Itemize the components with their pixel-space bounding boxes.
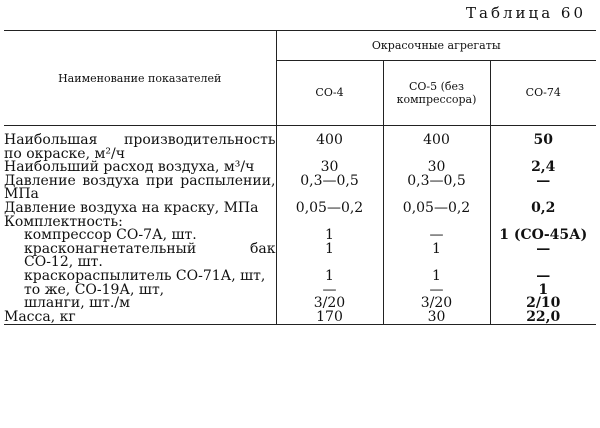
row-value: 1: [383, 270, 490, 284]
row-label: шланги, шт./м: [4, 297, 276, 311]
table-row: [4, 297, 596, 311]
table-row: [4, 126, 596, 162]
row-value: —: [383, 229, 490, 243]
model-header-so-5: СО-5 (без компрессора): [383, 60, 490, 125]
row-value: —: [536, 172, 551, 189]
row-value: 0,2: [531, 199, 556, 216]
row-label: Давление воздуха при распылении, МПа: [4, 172, 276, 203]
row-label: Наибольший расход воздуха, м³/ч: [4, 161, 276, 175]
table-row: [4, 243, 596, 270]
row-value: —: [276, 284, 383, 298]
row-value: —: [383, 284, 490, 298]
row-value: 3/20: [383, 297, 490, 311]
row-value: 0,3—0,5: [383, 175, 490, 202]
row-value: 0,3—0,5: [276, 175, 383, 202]
row-label: Давление воздуха на краску, МПа: [4, 202, 276, 216]
table-row: [4, 175, 596, 202]
row-value: —: [536, 267, 551, 284]
units-group-header: Окрасочные агрегаты: [276, 31, 596, 61]
table-caption: Таблица 60: [466, 4, 586, 22]
row-value: 1: [383, 243, 490, 270]
model-header-so-4: СО-4: [276, 60, 383, 125]
row-label: Масса, кг: [4, 311, 276, 325]
row-label: краскораспылитель СО-71А, шт,: [4, 270, 276, 284]
row-value: 30: [383, 161, 490, 175]
row-label: то же, СО-19А, шт,: [4, 284, 276, 298]
specification-table: [4, 30, 596, 325]
table-row: [4, 311, 596, 325]
row-value: 2/10: [526, 295, 561, 312]
row-label: красконагнетательный бак СО-12, шт.: [4, 243, 276, 270]
model-header-so-74: СО-74: [490, 60, 596, 125]
row-value: 1: [276, 270, 383, 284]
row-value: 1: [538, 281, 549, 298]
row-value: 3/20: [276, 297, 383, 311]
row-value: 2,4: [531, 159, 556, 176]
row-value: 50: [533, 132, 553, 148]
row-value: 1: [276, 229, 383, 243]
row-label: компрессор СО-7А, шт.: [4, 229, 276, 243]
row-value: 1: [276, 243, 383, 270]
row-value: —: [536, 240, 551, 257]
row-value: 400: [276, 126, 383, 162]
row-value: 30: [276, 161, 383, 175]
row-label: Наибольшая производительность по окраске, м²/ч: [4, 126, 276, 162]
row-label: Комплектность:: [4, 216, 276, 230]
row-value: 0,05—0,2: [276, 202, 383, 216]
row-value: 0,05—0,2: [383, 202, 490, 216]
row-value: 170: [276, 311, 383, 325]
row-value: 30: [383, 311, 490, 325]
row-value: 22,0: [490, 311, 596, 325]
parameter-column-header: Наименование показателей: [4, 31, 276, 126]
row-value: 400: [383, 126, 490, 162]
row-value: 1 (СО-45А): [499, 227, 588, 244]
table-body: [4, 126, 596, 325]
